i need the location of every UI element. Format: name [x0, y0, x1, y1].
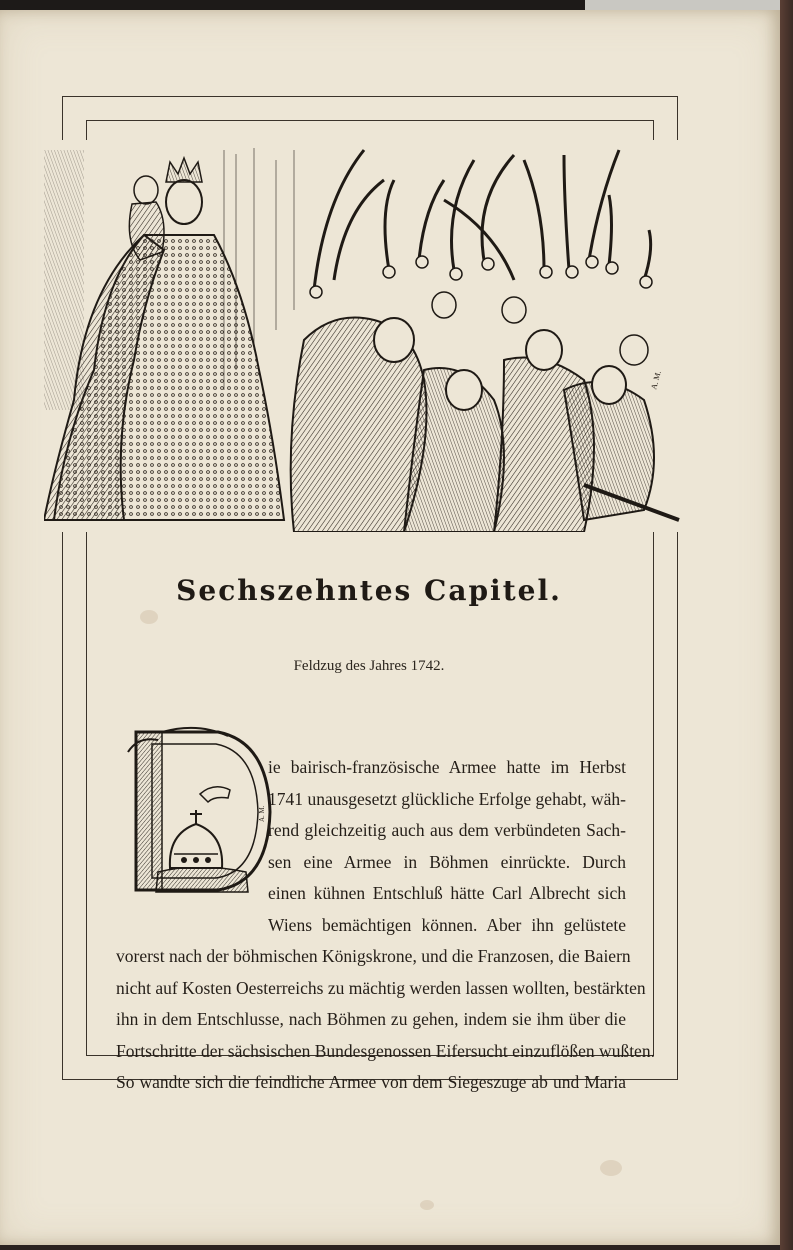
text-line: ihn in dem Entschlusse, nach Böhmen zu gehen, indem sie ihm über die [116, 1009, 626, 1029]
paper-stain [420, 1200, 434, 1210]
text-line: einen kühnen Entschluß hätte Carl Albrecht sich [268, 883, 626, 903]
chapter-title: Sechszehntes Capitel. [176, 574, 562, 607]
crowd-of-nobles [291, 292, 654, 532]
text-line: vorerst nach der böhmischen Königskrone, und die Franzosen, die Baiern [116, 946, 631, 966]
engraver-signature: A. M. [649, 369, 663, 391]
engraving-queen-and-hungarian-nobles [44, 140, 684, 532]
text-line: Wiens bemächtigen können. Aber ihn gelüstete [268, 914, 626, 935]
text-line: nicht auf Kosten Oesterreichs zu mächtig werden lassen wollten, bestärkten [116, 977, 646, 998]
initial-signature: A. M. [258, 805, 266, 822]
top-band-light-patch [585, 0, 780, 10]
text-line: ie bairisch-französische Armee hatte im Herbst [268, 757, 626, 777]
book-spine-edge [780, 0, 793, 1250]
paper-stain [600, 1160, 622, 1176]
text-line: Fortschritte der sächsischen Bundesgenossen Eifersucht einzuflößen wußten. [116, 1040, 655, 1061]
queen-head [166, 180, 202, 224]
text-line: rend gleichzeitig auch aus dem verbündeten Sach- [268, 820, 626, 840]
header-engraving [44, 140, 684, 532]
child-head [134, 176, 158, 204]
text-line: sen eine Armee in Böhmen einrückte. Durch [268, 851, 626, 872]
raised-sabres [314, 150, 651, 290]
raised-hands [310, 256, 652, 298]
chapter-subtitle: Feldzug des Jahres 1742. [293, 658, 445, 674]
crown-icon [166, 158, 202, 182]
child-body [129, 202, 164, 260]
text-line: So wandte sich die feindliche Armee von dem Siegeszuge ab und Maria [116, 1072, 626, 1092]
body-text [116, 752, 655, 1099]
top-band [0, 0, 793, 10]
text-line: 1741 unausgesetzt glückliche Erfolge gehabt, wäh- [268, 788, 626, 809]
